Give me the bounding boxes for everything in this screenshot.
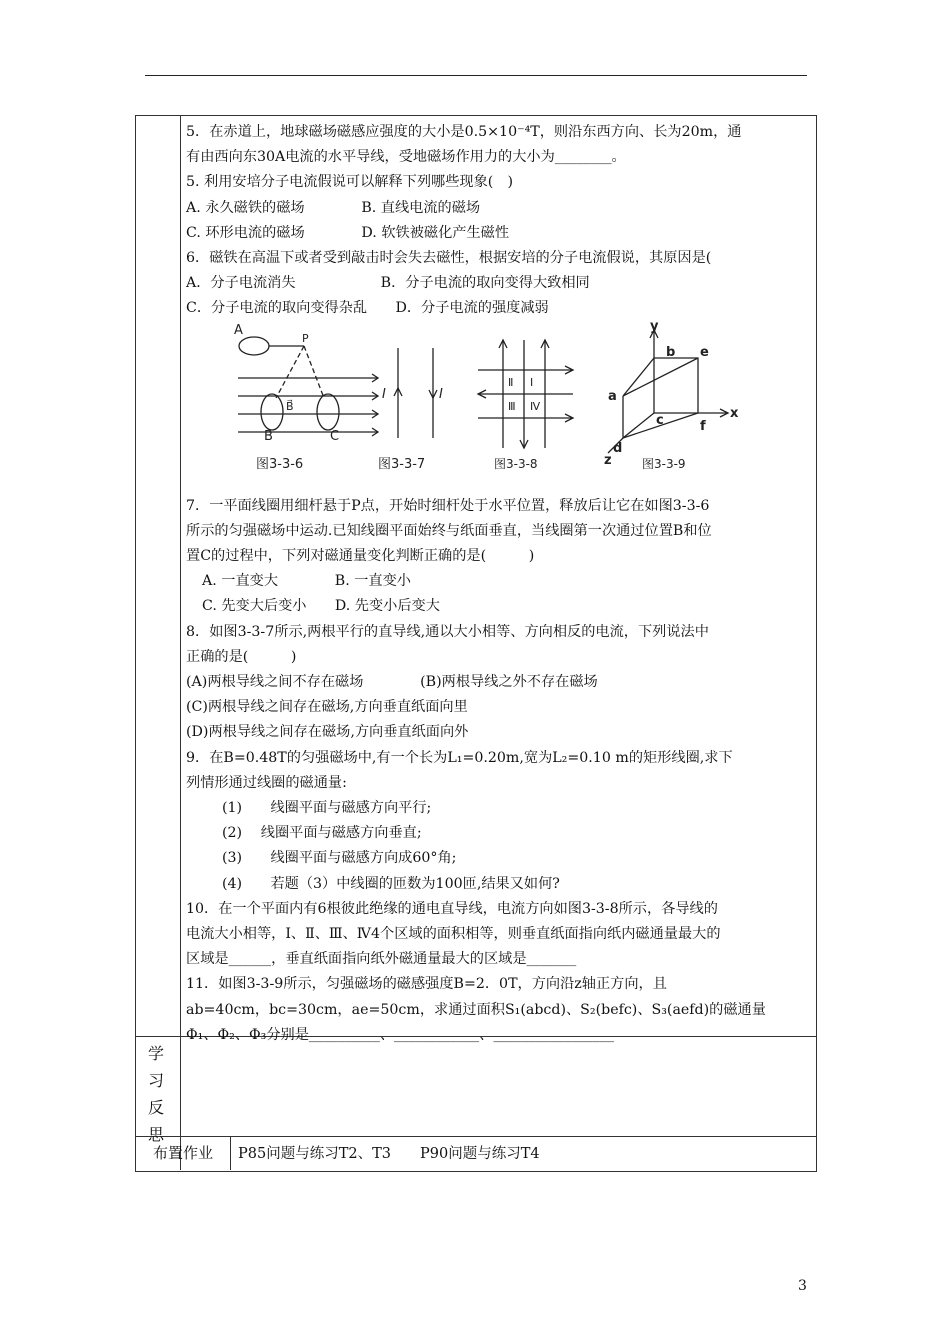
caption-3-3-7: 图3-3-7: [378, 457, 426, 472]
q9-sub2: (2) 线圈平面与磁感方向垂直;: [222, 825, 422, 842]
reflection-char: 思: [147, 1125, 164, 1144]
reflection-char: 反: [147, 1098, 164, 1117]
table-row-divider-homework: [135, 1136, 816, 1137]
q7-line2: 所示的匀强磁场中运动.已知线圈平面始终与纸面垂直，当线圈第一次通过位置B和位: [186, 522, 712, 539]
page-number: 3: [798, 1278, 807, 1294]
q8-line1: 8．如图3-3-7所示,两根平行的直导线,通以大小相等、方向相反的电流，下列说法中: [186, 623, 709, 640]
q9-sub3: (3) 线圈平面与磁感方向成60°角;: [222, 850, 457, 867]
label-b-vector: B⃗: [286, 400, 294, 413]
q6-options-2: C．分子电流的取向变得杂乱 D．分子电流的强度减弱: [186, 300, 549, 317]
q10-line2: 电流大小相等，Ⅰ、Ⅱ、Ⅲ、Ⅳ4个区域的面积相等，则垂直纸面指向纸内磁通量最大的: [186, 926, 721, 943]
region-iii: Ⅲ: [508, 400, 516, 413]
coil-c-ellipse: [317, 394, 339, 430]
q8-option-c: (C)两根导线之间存在磁场,方向垂直纸面向里: [186, 699, 468, 716]
q7-line3: 置C的过程中，下列对磁通量变化判断正确的是( ): [186, 548, 535, 565]
q9-line1: 9．在B=0.48T的匀强磁场中,有一个长为L₁=0.20m,宽为L₂=0.10 m的矩形线圈,求下: [186, 749, 733, 766]
q11-line2: ab=40cm，bc=30cm，ae=50cm，求通过面积S₁(abcd)、S₂(befc)、S₃(aefd)的磁通量: [186, 1001, 766, 1018]
homework-label: 布置作业: [153, 1144, 214, 1162]
q5b-options-2: C. 环形电流的磁场 D. 软铁被磁化产生磁性: [186, 224, 510, 241]
region-iv: Ⅳ: [530, 400, 541, 413]
label-b: b: [666, 345, 676, 360]
label-e: e: [700, 345, 709, 360]
field-arrowheads: [372, 374, 378, 436]
q10-line1: 10．在一个平面内有6根彼此绝缘的通电直导线，电流方向如图3-3-8所示，各导线的: [186, 900, 718, 917]
q9-line2: 列情形通过线圈的磁通量:: [186, 774, 347, 791]
label-d: d: [613, 441, 623, 456]
coil-a-ellipse: [239, 337, 269, 355]
figure-3-3-8: [478, 340, 573, 471]
figure-3-3-9: [604, 319, 739, 471]
q11-line3: Φ₁、Φ₂、Φ₃分别是__________、____________、_________________: [186, 1026, 614, 1043]
q9-sub1: (1) 线圈平面与磁感方向平行;: [222, 800, 432, 817]
label-a: A: [234, 323, 243, 338]
table-left-column-divider: [180, 115, 181, 1170]
header-rule: [145, 75, 807, 76]
reflection-label: [145, 1040, 167, 1148]
label-f: f: [700, 419, 706, 434]
label-z: z: [604, 453, 612, 468]
q11-line1: 11．如图3-3-9所示，匀强磁场的磁感强度B=2．0T，方向沿z轴正方向，且: [186, 976, 667, 993]
rod-to-b: [276, 346, 304, 398]
label-x: x: [730, 406, 739, 421]
q6-options-1: A．分子电流消失 B．分子电流的取向变得大致相同: [186, 275, 590, 292]
region-ii: Ⅱ: [508, 376, 514, 389]
coil-b-ellipse: [261, 394, 283, 430]
label-c: c: [656, 413, 664, 428]
label-a: a: [608, 389, 617, 404]
q7-line1: 7．一平面线圈用细杆悬于P点，开始时细杆处于水平位置，释放后让它在如图3-3-6: [186, 497, 710, 514]
questions-block: [186, 120, 810, 1048]
label-p: P: [302, 332, 309, 345]
q10-line3: 区域是______，垂直纸面指向纸外磁通量最大的区域是_______: [186, 951, 577, 968]
q8-line2: 正确的是( ): [186, 648, 297, 665]
q8-option-a: (A)两根导线之间不存在磁场 (B)两根导线之外不存在磁场: [186, 674, 598, 691]
reflection-char: 学: [147, 1044, 164, 1063]
figure-3-3-7: [378, 348, 443, 472]
q5a-line1: 5．在赤道上，地球磁场磁感应强度的大小是0.5×10⁻⁴T，则沿东西方向、长为20m，通: [186, 124, 742, 140]
label-c: C: [330, 429, 340, 444]
caption-3-3-6: 图3-3-6: [256, 457, 304, 472]
q9-sub4: (4) 若题（3）中线圈的匝数为100匝,结果又如何?: [222, 875, 560, 892]
rod-to-c: [304, 346, 324, 398]
caption-3-3-9: 图3-3-9: [642, 457, 686, 471]
region-i: Ⅰ: [530, 376, 534, 389]
q5a-line2: 有由西向东30A电流的水平导线，受地磁场作用力的大小为________。: [186, 149, 626, 166]
label-i-left: I: [382, 387, 386, 402]
figures-row: [228, 318, 748, 480]
label-y: y: [650, 319, 659, 334]
q5b-options-1: A. 永久磁铁的磁场 B. 直线电流的磁场: [186, 199, 481, 216]
q8-option-d: (D)两根导线之间存在磁场,方向垂直纸面向外: [186, 724, 469, 741]
homework-label-divider: [230, 1136, 231, 1170]
label-i-right: I: [439, 387, 443, 402]
figure-3-3-6: [234, 323, 378, 472]
q6-stem: 6．磁铁在高温下或者受到敲击时会失去磁性，根据安培的分子电流假说，其原因是(: [186, 250, 712, 267]
homework-text: P85问题与练习T2、T3 P90问题与练习T4: [238, 1146, 540, 1162]
label-b: B: [264, 429, 273, 444]
caption-3-3-8: 图3-3-8: [494, 457, 538, 471]
q7-options-1: A. 一直变大 B. 一直变小: [202, 573, 411, 590]
q7-options-2: C. 先变大后变小 D. 先变小后变大: [202, 598, 440, 615]
q5b-stem: 5. 利用安培分子电流假说可以解释下列哪些现象( ): [186, 174, 514, 191]
reflection-char: 习: [147, 1071, 164, 1090]
